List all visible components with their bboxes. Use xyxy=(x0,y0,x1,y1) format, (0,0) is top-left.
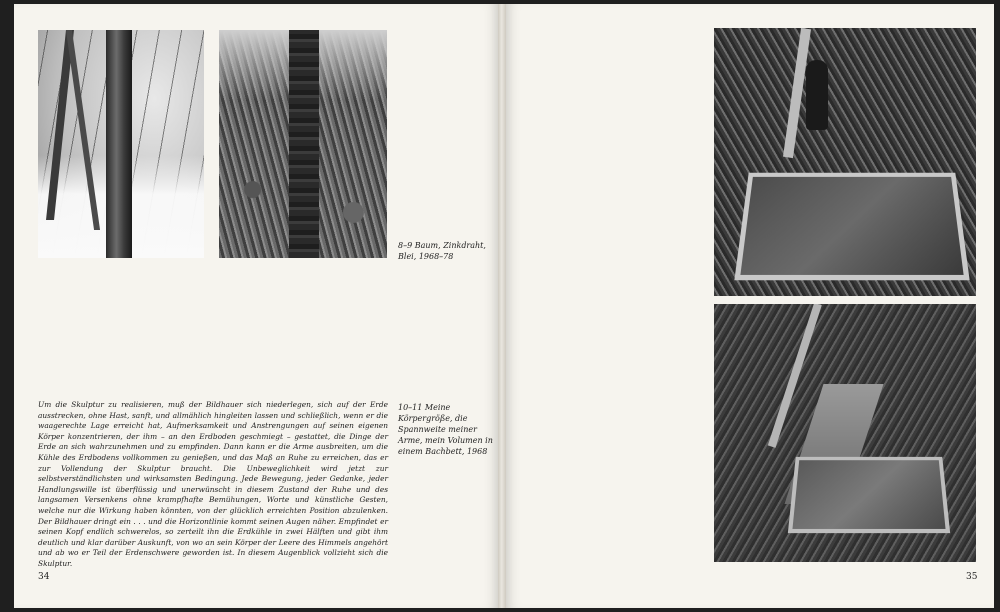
photo-detail xyxy=(289,30,319,258)
photo-detail xyxy=(806,60,828,130)
left-page xyxy=(14,4,498,608)
photo-detail xyxy=(734,173,969,281)
photo-snowy-tree xyxy=(38,30,204,258)
photo-zinc-frame-with-figure xyxy=(714,28,976,296)
book-gutter xyxy=(498,4,506,608)
page-number-left: 34 xyxy=(38,572,50,582)
photo-zinc-frame-in-streambed xyxy=(714,304,976,562)
caption-figures-10-11: 10–11 Meine Körpergröße, die Spannweite meiner Arme, mein Volumen in einem Bachbett, 1968 xyxy=(398,403,493,456)
page-number-right: 35 xyxy=(966,572,978,582)
body-paragraph: Um die Skulptur zu realisieren, muß der Bildhauer sich niederlegen, sich auf der Erde ausstrecken, ohne Hast, sanft, und allmählich hingleiten lassen und schließlich, wenn er die waagerechte Lage erreicht hat, Aufmerksamkeit und Anstrengungen auf seinen eigenen Körper konzentrieren, der ihm – an den Erdboden geschmiegt – gestattet, die Dinge der Erde an sich wahrzunehmen und zu empfinden. Dann kann er die Arme ausbreiten, um die Kühle des Erdbodens vollkommen zu genießen, und das Maß an Ruhe zu erreichen, das er zur Vollendung der Skulptur braucht. Die Unbeweglichkeit wird jetzt zur selbstverständlichsten und wirksamsten Bedingung. Jede Bewegung, jeder Gedanke, jeder Handlungswille ist überflüssig und unerwünscht in diesem Zustand der Ruhe und des langsamen Versenkens ohne krampfhafte Bemühungen, Worte und künstliche Gesten, welche nur die Wirkung haben könnten, von der glücklich erreichten Position abzulenken. Der Bildhauer dringt ein . . . und die Horizontlinie kommt seinen Augen näher. Empfindet er seinen Kopf endlich schwerelos, so zerteilt ihn die Erdkühle in zwei Hälften und gibt ihm deutlich und klar darüber Auskunft, von wo an sein Körper der Leere des Himmels angehört und ab wo er Teil der Erdenschwere geworden ist. In diesem Augenblick vollzieht sich die Skulptur. xyxy=(38,400,388,568)
photo-detail xyxy=(106,30,132,258)
right-page xyxy=(506,4,994,608)
photo-detail xyxy=(788,457,950,533)
caption-figures-8-9: 8–9 Baum, Zinkdraht, Blei, 1968–78 xyxy=(398,241,486,261)
photo-forest-trunk xyxy=(219,30,387,258)
photo-detail xyxy=(66,30,100,230)
